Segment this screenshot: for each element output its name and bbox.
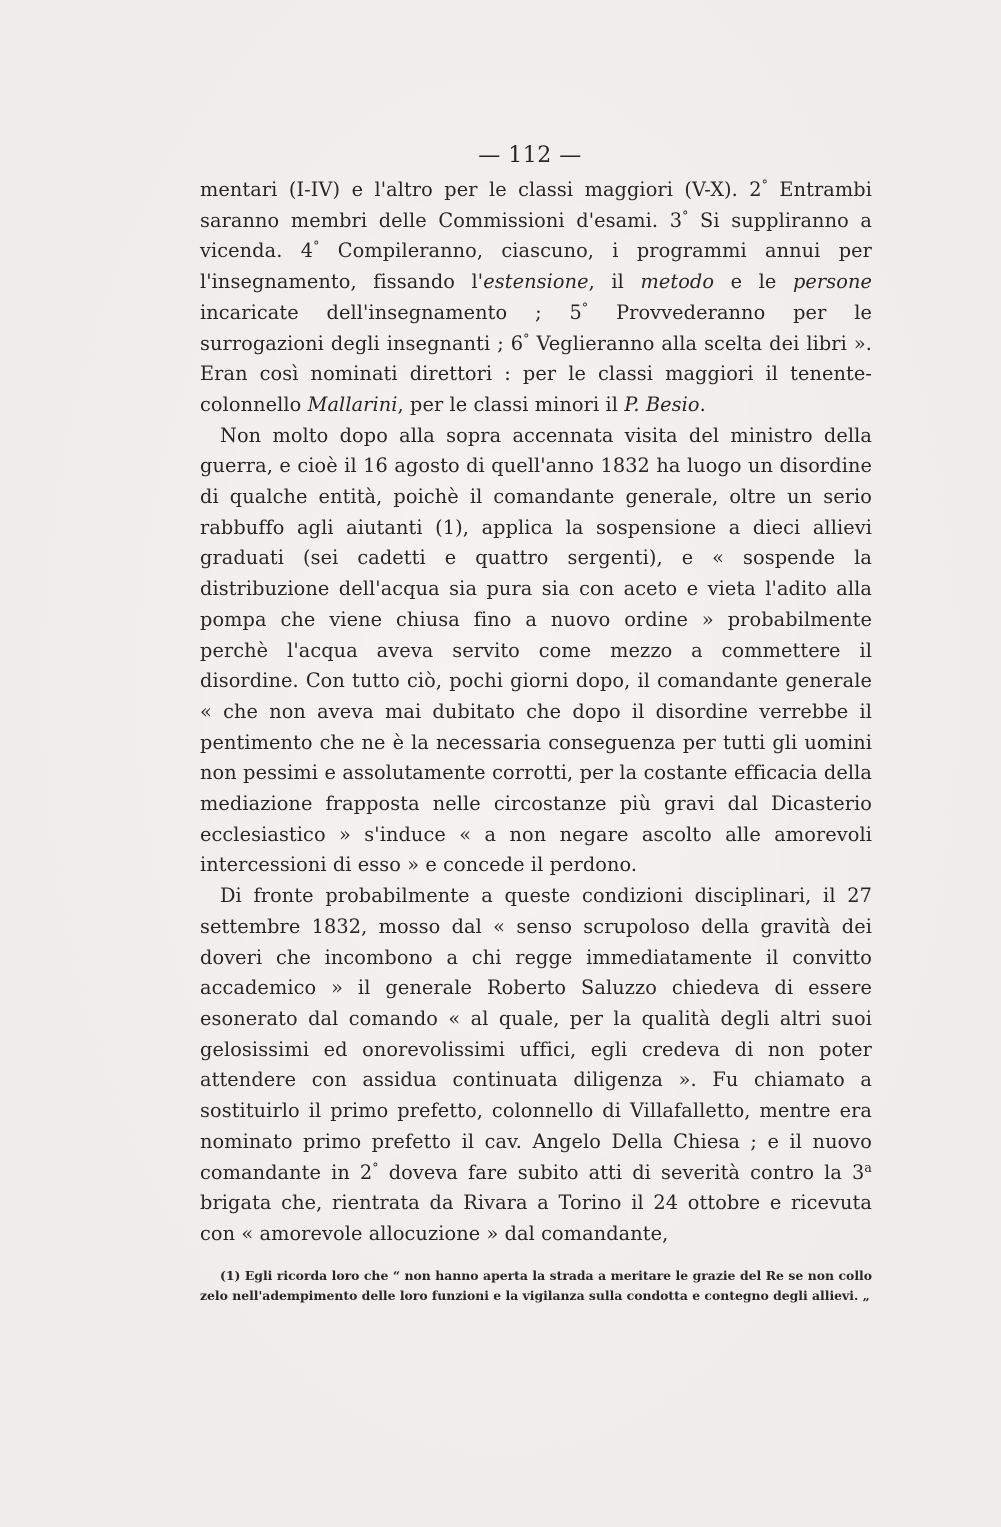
italic-mallarini: Mallarini bbox=[307, 392, 398, 416]
italic-persone: persone bbox=[792, 270, 872, 294]
footnotes bbox=[200, 1266, 872, 1306]
paragraph-3: Di fronte probabilmente a queste condizioni disciplinari, il 27 settembre 1832, mosso dal « senso scrupoloso della gravità dei doveri che incombono a chi regge immediatamente il convitto accademico » il generale Roberto Saluzzo chiedeva di essere esonerato dal comando « al quale, per la qualità degli altri suoi gelosissimi ed onorevolissimi uffici, egli credeva di non poter attendere con assidua continuata diligenza ». Fu chiamato a sostituirlo il primo prefetto, colonnello di Villafalletto, mentre era nominato primo prefetto il cav. Angelo Della Chiesa ; e il nuovo comandante in 2° doveva fare subito atti di severità contro la 3$^a$ brigata che, rientrata da Rivara a Torino il 24 ottobre e ricevuta con « amorevole allocuzione » dal comandante, bbox=[200, 884, 872, 1245]
body-text bbox=[200, 175, 872, 1250]
paragraph-1: mentari (I-IV) e l'altro per le classi maggiori (V-X). 2° Entrambi saranno membri delle Commissioni d'esami. 3° Si suppliranno a vicenda. 4° Compileranno, ciascuno, i programmi annui per l'insegnamento, fissando l'estensione, il metodo e le persone incaricate dell'insegnamento ; 5° Provvederanno per le surrogazioni degli insegnanti ; 6° Veglieranno alla scelta dei libri ». Eran così nominati direttori : per le classi maggiori il tenente-colonnello Mallarini, per le classi minori il P. Besio. bbox=[200, 177, 872, 416]
footnote-1: (1) Egli ricorda loro che “ non hanno aperta la strada a meritare le grazie del Re se non collo zelo nell'adempimento delle loro funzioni e la vigilanza sulla condotta e contegno degli allievi. „ bbox=[200, 1268, 872, 1303]
paragraph-2: Non molto dopo alla sopra accennata visita del ministro della guerra, e cioè il 16 agosto di quell'anno 1832 ha luogo un disordine di qualche entità, poichè il comandante generale, oltre un serio rabbuffo agli aiutanti (1), applica la sospensione a dieci allievi graduati (sei cadetti e quattro sergenti), e « sospende la distribuzione dell'acqua sia pura sia con aceto e vieta l'adito alla pompa che viene chiusa fino a nuovo ordine » probabilmente perchè l'acqua aveva servito come mezzo a commettere il disordine. Con tutto ciò, pochi giorni dopo, il comandante generale « che non aveva mai dubitato che dopo il disordine verrebbe il pentimento che ne è la necessaria conseguenza per tutti gli uomini non pessimi e assolutamente corrotti, per la costante efficacia della mediazione frapposta nelle circostanze più gravi dal Dicasterio ecclesiastico » s'induce « a non negare ascolto alle amorevoli intercessioni di esso » e concede il perdono. bbox=[200, 423, 872, 877]
italic-besio: P. Besio bbox=[624, 392, 700, 416]
italic-estensione: estensione bbox=[483, 270, 589, 294]
italic-metodo: metodo bbox=[640, 270, 715, 294]
page-number: — 112 — bbox=[478, 143, 582, 168]
